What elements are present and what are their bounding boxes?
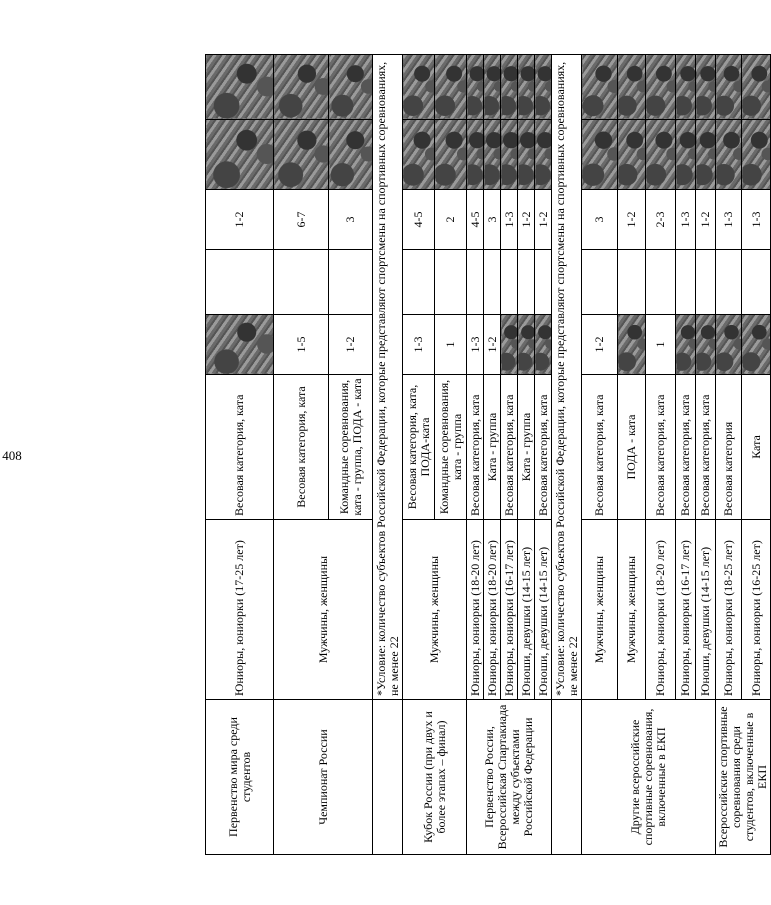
shaded-cell: [206, 315, 274, 375]
discipline-cell: Весовая категория, ката: [274, 375, 329, 520]
place-cell: 4-5: [467, 190, 484, 250]
age-cell: Юниоры, юниорки (16-17 лет): [501, 520, 518, 700]
condition-note: *Условие: количество субъектов Российской Федерации, которые представляют спортсмены на спортивных соревнованиях, не менее 22: [373, 55, 403, 700]
place-cell: 2-3: [646, 190, 676, 250]
shaded-cell: [501, 55, 518, 120]
table-row: [274, 55, 329, 855]
empty-cell: [676, 250, 696, 315]
shaded-cell: [535, 120, 552, 190]
shaded-cell: [742, 120, 771, 190]
shaded-cell: [484, 55, 501, 120]
empty-cell: [206, 250, 274, 315]
place-cell: 1-2: [618, 190, 646, 250]
group-cell: Первенство мира среди студентов: [206, 700, 274, 855]
age-cell: Юноши, девушки (14-15 лет): [696, 520, 716, 700]
empty-cell: [552, 700, 582, 855]
age-cell: Юниоры, юниорки (16-25 лет): [742, 520, 771, 700]
shaded-cell: [582, 120, 618, 190]
place-cell: 1-2: [535, 190, 552, 250]
empty-cell: [373, 700, 403, 855]
group-cell: Кубок России (при двух и более этапах – финал): [403, 700, 467, 855]
shaded-cell: [696, 120, 716, 190]
shaded-cell: [403, 120, 435, 190]
empty-cell: [484, 250, 501, 315]
empty-cell: [582, 250, 618, 315]
table-row: [552, 55, 582, 855]
shaded-cell: [716, 120, 742, 190]
shaded-cell: [274, 55, 329, 120]
place-cell: 3: [582, 190, 618, 250]
shaded-cell: [618, 120, 646, 190]
place-cell: 1-5: [274, 315, 329, 375]
discipline-cell: Весовая категория, ката: [535, 375, 552, 520]
table-row: [582, 55, 618, 855]
place-cell: 6-7: [274, 190, 329, 250]
group-cell: Чемпионат России: [274, 700, 373, 855]
shaded-cell: [435, 55, 467, 120]
age-cell: Юниоры, юниорки (16-17 лет): [676, 520, 696, 700]
shaded-cell: [696, 315, 716, 375]
discipline-cell: Командные соревнования, ката - группа, ПОДА - ката: [329, 375, 373, 520]
discipline-cell: Весовая категория, ката: [206, 375, 274, 520]
group-cell: Первенство России, Всероссийская Спартакиада между субъектами Российской Федерации: [467, 700, 552, 855]
place-cell: 3: [484, 190, 501, 250]
shaded-cell: [696, 55, 716, 120]
empty-cell: [716, 250, 742, 315]
shaded-cell: [618, 55, 646, 120]
age-cell: Юниоры, юниорки (18-20 лет): [467, 520, 484, 700]
place-cell: 1-2: [582, 315, 618, 375]
shaded-cell: [618, 315, 646, 375]
empty-cell: [403, 250, 435, 315]
shaded-cell: [501, 315, 518, 375]
group-cell: Всероссийские спортивные соревнования среди студентов, включенные в ЕКП: [716, 700, 771, 855]
age-cell: Мужчины, женщины: [618, 520, 646, 700]
table-row: [467, 55, 484, 855]
shaded-cell: [646, 120, 676, 190]
discipline-cell: Ката - группа: [484, 375, 501, 520]
shaded-cell: [646, 55, 676, 120]
table-row: [206, 55, 274, 855]
page-number: 408: [2, 448, 22, 463]
discipline-cell: Ката - группа: [518, 375, 535, 520]
age-cell: Юниоры, юниорки (18-20 лет): [484, 520, 501, 700]
place-cell: 1: [435, 315, 467, 375]
empty-cell: [501, 250, 518, 315]
ranking-table: [205, 54, 771, 855]
empty-cell: [535, 250, 552, 315]
age-cell: Мужчины, женщины: [403, 520, 467, 700]
place-cell: 2: [435, 190, 467, 250]
shaded-cell: [742, 55, 771, 120]
place-cell: 1-3: [742, 190, 771, 250]
shaded-cell: [329, 120, 373, 190]
discipline-cell: Весовая категория, ката, ПОДА-ката: [403, 375, 435, 520]
shaded-cell: [518, 55, 535, 120]
shaded-cell: [716, 55, 742, 120]
place-cell: 1-3: [467, 315, 484, 375]
shaded-cell: [274, 120, 329, 190]
empty-cell: [518, 250, 535, 315]
empty-cell: [696, 250, 716, 315]
age-cell: Мужчины, женщины: [582, 520, 618, 700]
discipline-cell: Весовая категория, ката: [582, 375, 618, 520]
shaded-cell: [535, 315, 552, 375]
shaded-cell: [484, 120, 501, 190]
empty-cell: [742, 250, 771, 315]
discipline-cell: Весовая категория, ката: [676, 375, 696, 520]
shaded-cell: [467, 55, 484, 120]
discipline-cell: Весовая категория, ката: [467, 375, 484, 520]
place-cell: 1-2: [206, 190, 274, 250]
shaded-cell: [518, 120, 535, 190]
discipline-cell: Ката: [742, 375, 771, 520]
shaded-cell: [206, 55, 274, 120]
shaded-cell: [535, 55, 552, 120]
shaded-cell: [467, 120, 484, 190]
discipline-cell: Весовая категория, ката: [696, 375, 716, 520]
empty-cell: [646, 250, 676, 315]
place-cell: 1-2: [329, 315, 373, 375]
age-cell: Юниоры, юниорки (18-25 лет): [716, 520, 742, 700]
discipline-cell: ПОДА - ката: [618, 375, 646, 520]
empty-cell: [329, 250, 373, 315]
shaded-cell: [716, 315, 742, 375]
table-row: [373, 55, 403, 855]
age-cell: Мужчины, женщины: [274, 520, 373, 700]
shaded-cell: [676, 315, 696, 375]
discipline-cell: Весовая категория, ката: [646, 375, 676, 520]
condition-note: *Условие: количество субъектов Российской Федерации, которые представляют спортсмены на спортивных соревнованиях, не менее 22: [552, 55, 582, 700]
place-cell: 1-3: [403, 315, 435, 375]
shaded-cell: [403, 55, 435, 120]
empty-cell: [435, 250, 467, 315]
empty-cell: [467, 250, 484, 315]
discipline-cell: Командные соревнования, ката - группа: [435, 375, 467, 520]
discipline-cell: Весовая категория, ката: [501, 375, 518, 520]
group-cell: Другие всероссийские спортивные соревнования, включенные в ЕКП: [582, 700, 716, 855]
age-cell: Юниоры, юниорки (17-25 лет): [206, 520, 274, 700]
shaded-cell: [435, 120, 467, 190]
place-cell: 1-3: [676, 190, 696, 250]
place-cell: 1-2: [696, 190, 716, 250]
shaded-cell: [206, 120, 274, 190]
empty-cell: [618, 250, 646, 315]
empty-cell: [274, 250, 329, 315]
age-cell: Юноши, девушки (14-15 лет): [518, 520, 535, 700]
table-row: [716, 55, 742, 855]
shaded-cell: [329, 55, 373, 120]
place-cell: 3: [329, 190, 373, 250]
age-cell: Юниоры, юниорки (18-20 лет): [646, 520, 676, 700]
shaded-cell: [676, 55, 696, 120]
shaded-cell: [501, 120, 518, 190]
shaded-cell: [676, 120, 696, 190]
place-cell: 1-2: [484, 315, 501, 375]
shaded-cell: [742, 315, 771, 375]
shaded-cell: [582, 55, 618, 120]
place-cell: 1: [646, 315, 676, 375]
shaded-cell: [518, 315, 535, 375]
age-cell: Юноши, девушки (14-15 лет): [535, 520, 552, 700]
table-row: [403, 55, 435, 855]
place-cell: 1-3: [716, 190, 742, 250]
place-cell: 1-3: [501, 190, 518, 250]
place-cell: 4-5: [403, 190, 435, 250]
place-cell: 1-2: [518, 190, 535, 250]
discipline-cell: Весовая категория: [716, 375, 742, 520]
